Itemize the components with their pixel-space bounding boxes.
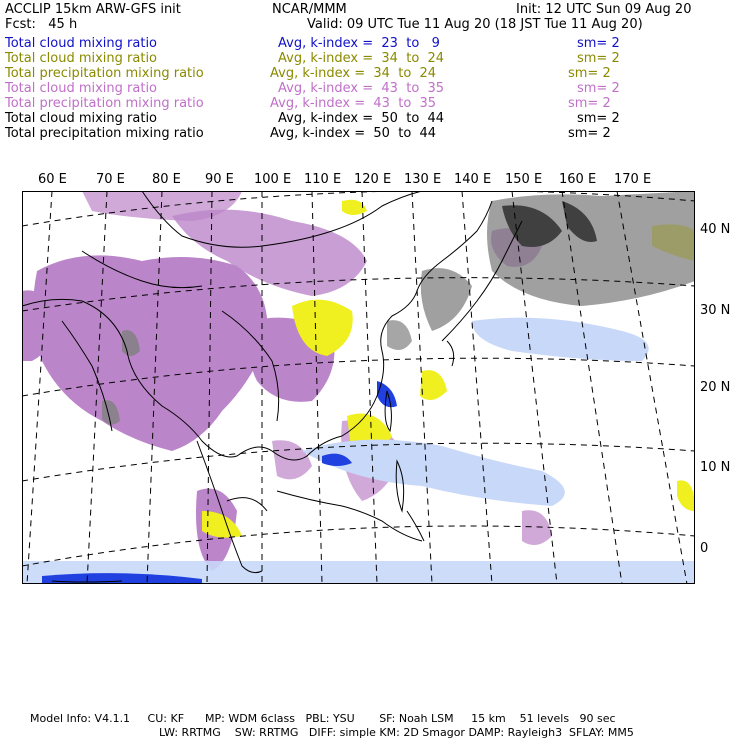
forecast-map	[22, 191, 695, 584]
lat-label: 40 N	[700, 222, 731, 237]
lon-label: 80 E	[152, 172, 181, 187]
field-avg: Avg, k-index = 34 to 24	[278, 51, 445, 66]
lon-label: 120 E	[354, 172, 392, 187]
lat-label: 10 N	[700, 460, 731, 475]
header-valid-time: Valid: 09 UTC Tue 11 Aug 20 (18 JST Tue 11 Aug 20)	[307, 17, 643, 32]
field-name: Total cloud mixing ratio	[5, 36, 158, 51]
lon-label: 110 E	[304, 172, 342, 187]
field-avg: Avg, k-index = 43 to 35	[270, 96, 437, 111]
footer-model-info: Model Info: V4.1.1 CU: KF MP: WDM 6class PBL: YSU SF: Noah LSM 15 km 51 levels 90 sec	[30, 712, 616, 725]
field-avg: Avg, k-index = 50 to 44	[270, 126, 437, 141]
field-avg: Avg, k-index = 23 to 9	[278, 36, 440, 51]
lon-label: 160 E	[559, 172, 597, 187]
lon-label: 90 E	[205, 172, 234, 187]
lon-label: 70 E	[96, 172, 125, 187]
field-name: Total cloud mixing ratio	[5, 51, 158, 66]
footer-physics-info: LW: RRTMG SW: RRTMG DIFF: simple KM: 2D Smagor DAMP: Rayleigh3 SFLAY: MM5	[159, 726, 634, 739]
field-sm: sm= 2	[577, 111, 620, 126]
lon-label: 130 E	[404, 172, 442, 187]
lon-label: 60 E	[38, 172, 67, 187]
header-init-time: Init: 12 UTC Sun 09 Aug 20	[516, 2, 692, 17]
header-title: ACCLIP 15km ARW-GFS init	[5, 2, 181, 17]
field-avg: Avg, k-index = 34 to 24	[270, 66, 437, 81]
header-forecast-hour: Fcst: 45 h	[5, 17, 78, 32]
field-sm: sm= 2	[568, 96, 611, 111]
field-name: Total cloud mixing ratio	[5, 111, 158, 126]
field-avg: Avg, k-index = 50 to 44	[278, 111, 445, 126]
field-sm: sm= 2	[577, 51, 620, 66]
field-sm: sm= 2	[577, 81, 620, 96]
field-sm: sm= 2	[568, 66, 611, 81]
lat-label: 0	[700, 541, 709, 556]
field-name: Total precipitation mixing ratio	[5, 126, 204, 141]
lon-label: 150 E	[505, 172, 543, 187]
lon-label: 140 E	[454, 172, 492, 187]
lon-label: 170 E	[614, 172, 652, 187]
lat-label: 20 N	[700, 380, 731, 395]
field-sm: sm= 2	[568, 126, 611, 141]
field-name: Total precipitation mixing ratio	[5, 96, 204, 111]
header-org: NCAR/MMM	[272, 2, 347, 17]
field-name: Total precipitation mixing ratio	[5, 66, 204, 81]
field-sm: sm= 2	[577, 36, 620, 51]
field-avg: Avg, k-index = 43 to 35	[278, 81, 445, 96]
field-name: Total cloud mixing ratio	[5, 81, 158, 96]
lat-label: 30 N	[700, 303, 731, 318]
lon-label: 100 E	[254, 172, 292, 187]
